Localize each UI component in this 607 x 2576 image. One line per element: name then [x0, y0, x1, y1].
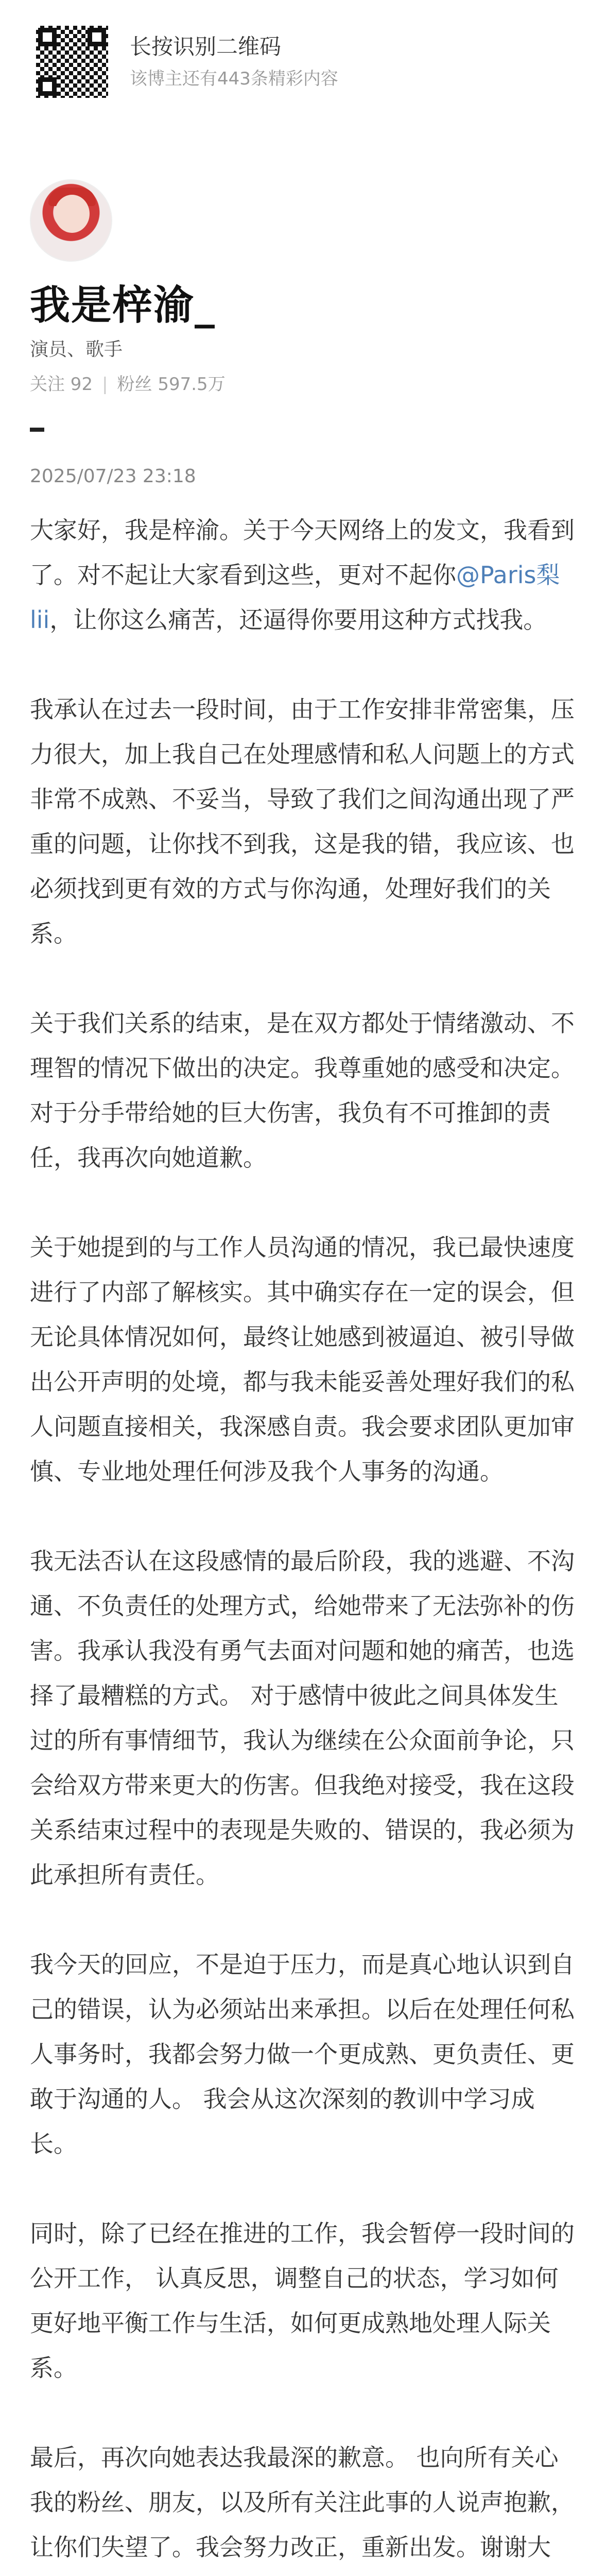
stats-divider: | [102, 374, 108, 395]
post-paragraph-7: 同时，除了已经在推进的工作，我会暂停一段时间的公开工作， 认真反思，调整自己的状态，学习如何更好地平衡工作与生活，如何更成熟地处理人际关系。 [30, 2219, 575, 2382]
avatar-face-shape [55, 195, 90, 233]
post-timestamp: 2025/07/23 23:18 [30, 466, 196, 487]
post-paragraph-3: 关于我们关系的结束，是在双方都处于情绪激动、不理智的情况下做出的决定。我尊重她的感受和决定。 对于分手带给她的巨大伤害，我负有不可推卸的责任，我再次向她道歉。 [30, 1009, 575, 1172]
user-name[interactable]: 我是梓渝_ [30, 282, 216, 329]
post-paragraph-2: 我承认在过去一段时间，由于工作安排非常密集，压力很大，加上我自己在处理感情和私人问题上的方式非常不成熟、不妥当，导致了我们之间沟通出现了严重的问题，让你找不到我，这是我的错，我应该、也必须找到更有效的方式与你沟通，处理好我们的关系。 [30, 696, 575, 947]
long-press-qr-title: 长按识别二维码 [130, 34, 282, 59]
followers-count[interactable]: 粉丝 597.5万 [117, 374, 226, 395]
post-paragraph-1 [30, 508, 576, 642]
post-paragraph-4: 关于她提到的与工作人员沟通的情况，我已最快速度进行了内部了解核实。其中确实存在一定的误会，但无论具体情况如何，最终让她感到被逼迫、被引导做出公开声明的处境，都与我未能妥善处理好我们的私人问题直接相关，我深感自责。我会要求团队更加审慎、专业地处理任何涉及我个人事务的沟通。 [30, 1233, 575, 1485]
avatar[interactable] [30, 179, 112, 262]
post-paragraph-6: 我今天的回应，不是迫于压力，而是真心地认识到自己的错误，认为必须站出来承担。以后在处理任何私人事务时，我都会努力做一个更成熟、更负责任、更敢于沟通的人。 我会从这次深刻的教训中学习成长。 [30, 1951, 575, 2158]
top-banner [0, 0, 607, 124]
post-paragraph-5: 我无法否认在这段感情的最后阶段，我的逃避、不沟通、不负责任的处理方式，给她带来了无法弥补的伤害。我承认我没有勇气去面对问题和她的痛苦，也选择了最糟糕的方式。 对于感情中彼此之间具体发生过的所有事情细节，我认为继续在公众面前争论，只会给双方带来更大的伤害。但我绝对接受，我在这段关系结束过程中的表现是失败的、错误的，我必须为此承担所有责任。 [30, 1547, 575, 1889]
paragraph-1-text-end: ，让你这么痛苦，还逼得你要用这种方式找我。 [49, 606, 547, 634]
more-posts-subtitle: 该博主还有443条精彩内容 [130, 69, 338, 89]
paragraph-1-text-start: 大家好，我是梓渝。关于今天网络上的发文，我看到了。对不起让大家看到这些，更对不起你 [30, 516, 575, 589]
user-tags: 演员、歌手 [30, 339, 123, 360]
user-stats [30, 370, 226, 395]
post-paragraph-8: 最后，再次向她表达我最深的歉意。 也向所有关心我的粉丝、朋友，以及所有关注此事的人说声抱歉，让你们失望了。我会努力改正，重新出发。谢谢大 [30, 2444, 575, 2561]
following-count[interactable]: 关注 92 [30, 374, 93, 395]
header-divider [30, 428, 44, 432]
mention-link[interactable]: @Paris梨lii [30, 561, 560, 634]
qr-code-icon[interactable] [36, 26, 108, 98]
post-body [30, 508, 576, 2576]
